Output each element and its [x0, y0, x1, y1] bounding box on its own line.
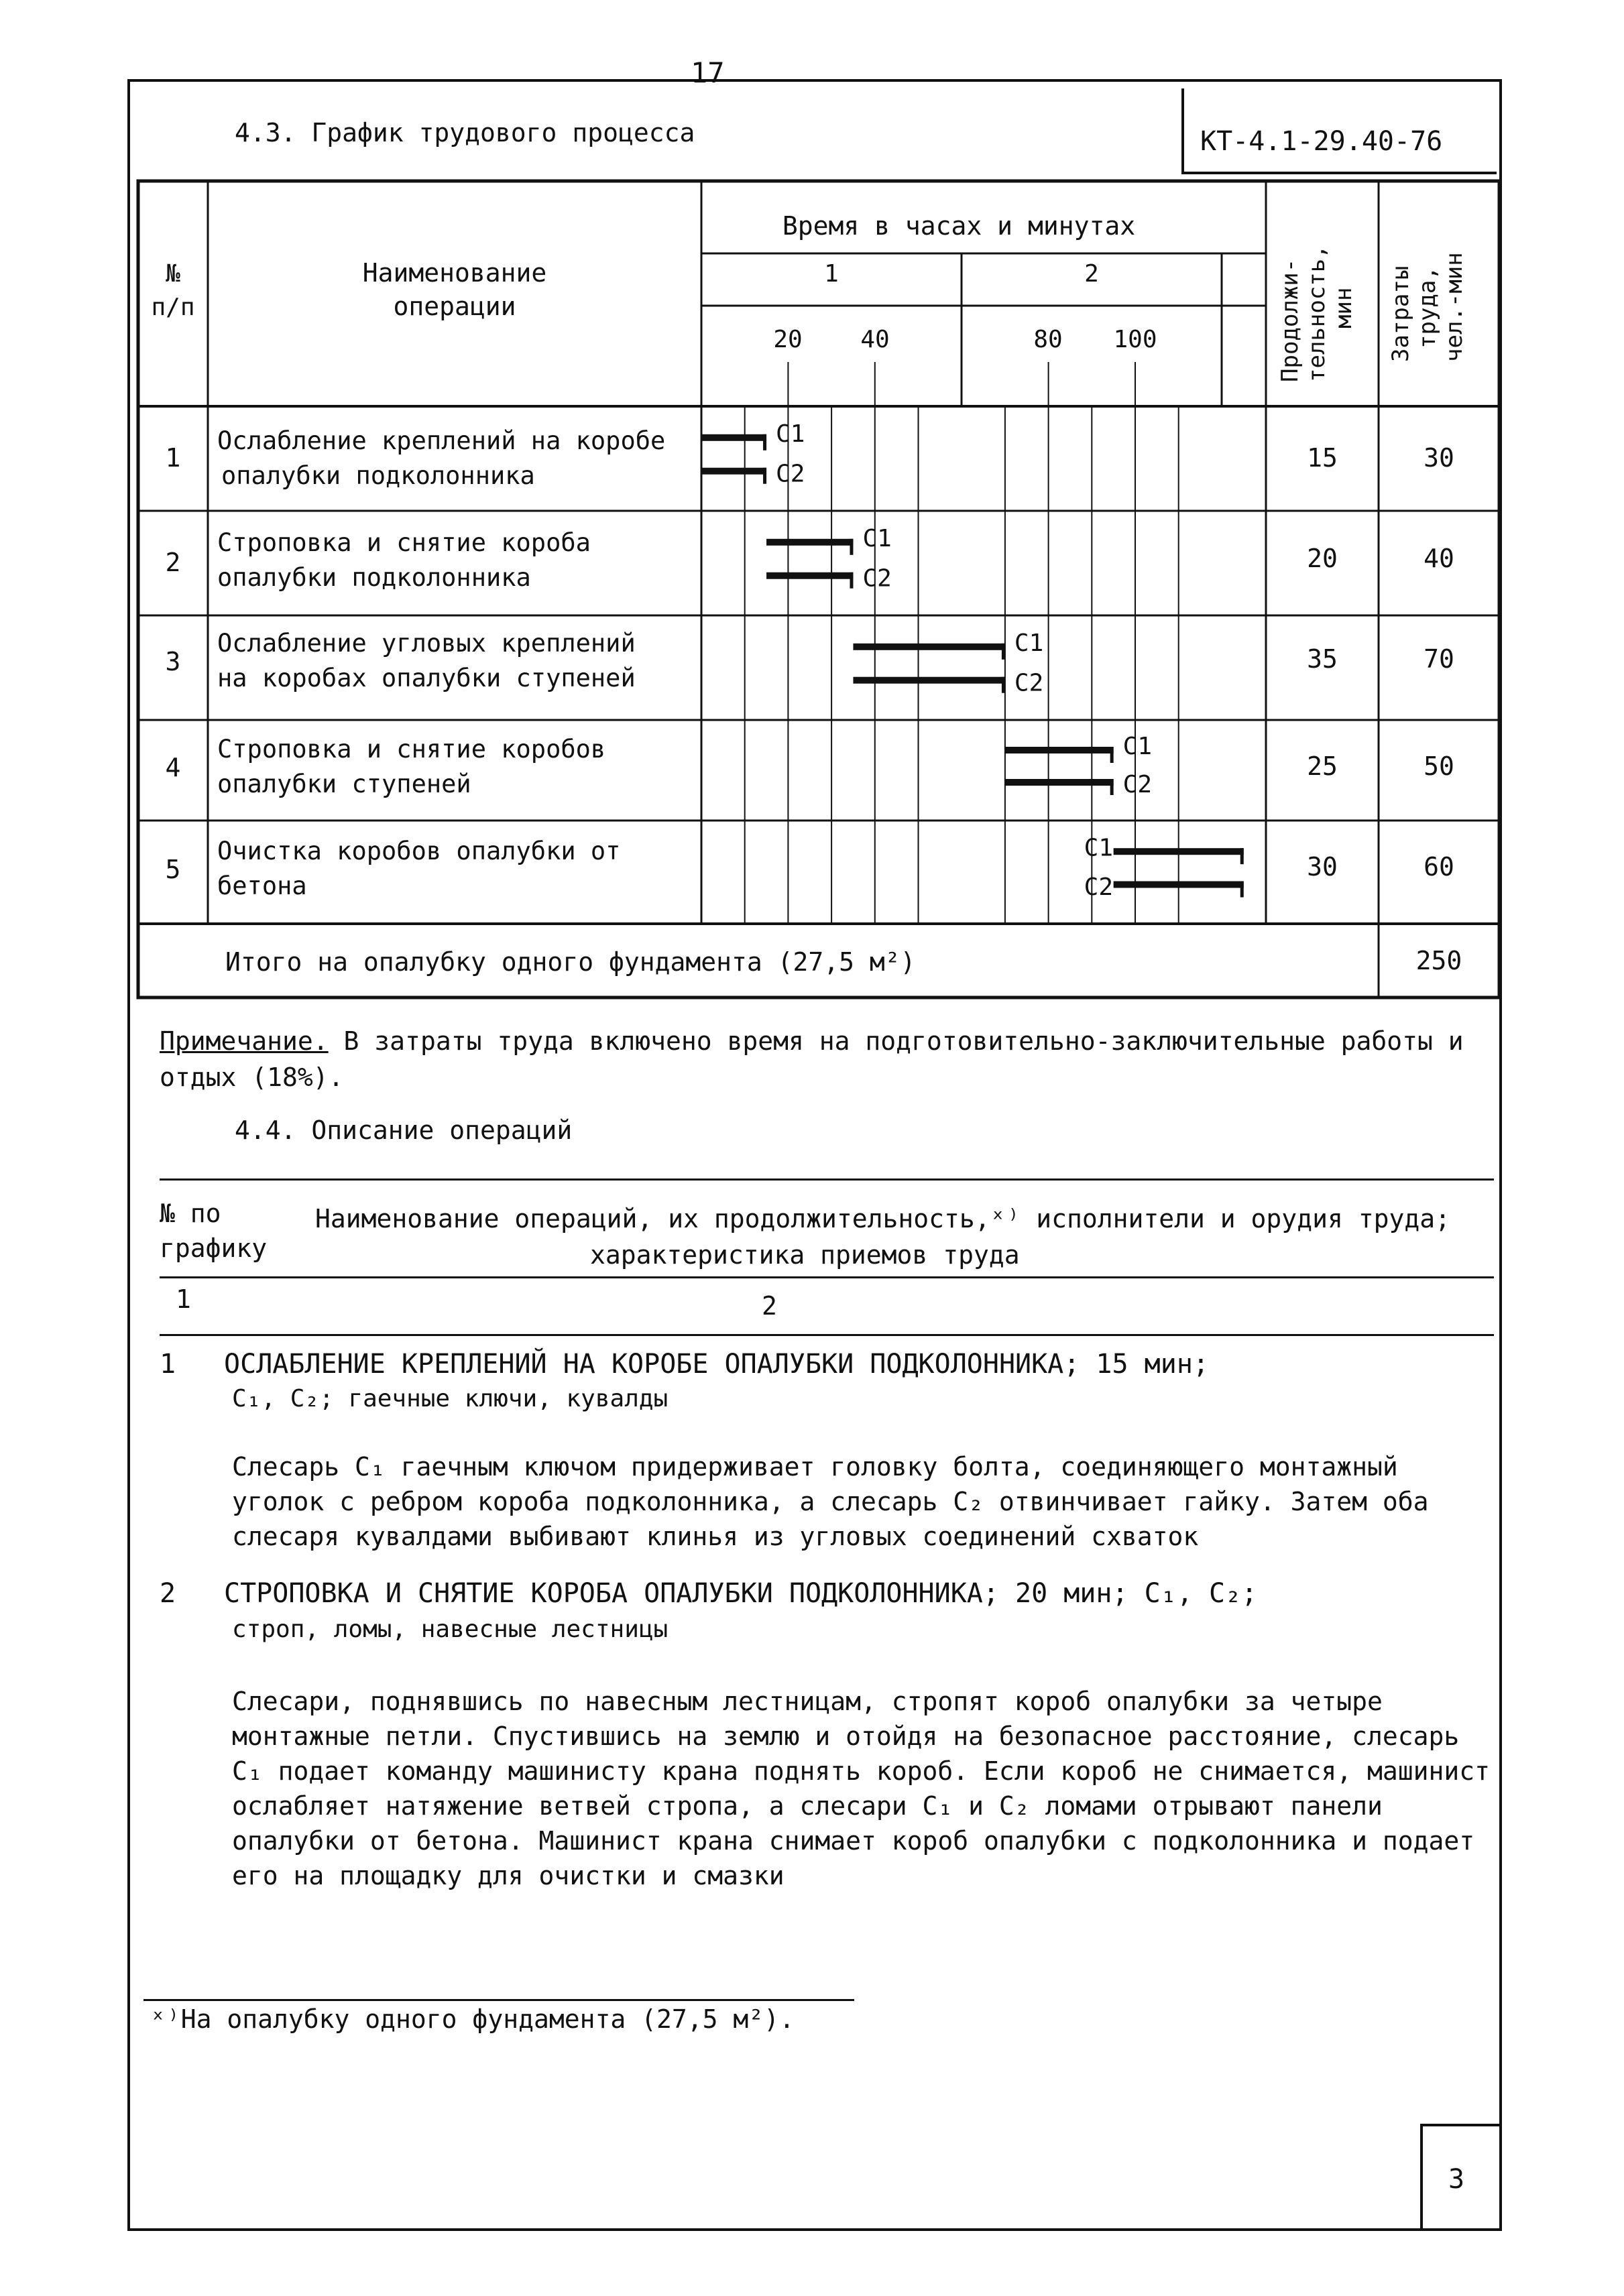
- operation-heading: СТРОПОВКА И СНЯТИЕ КОРОБА ОПАЛУБКИ ПОДКОЛОННИКА; 20 мин; С₁, С₂;: [224, 1578, 1258, 1609]
- row-num: 2: [165, 548, 181, 577]
- desc-header-col1-line1: № по: [160, 1199, 221, 1228]
- row-name-line1: Строповка и снятие короба: [217, 528, 591, 557]
- operation-1-tools: С₁, С₂; гаечные ключи, кувалды: [232, 1385, 669, 1412]
- operation-heading: ОСЛАБЛЕНИЕ КРЕПЛЕНИЙ НА КОРОБЕ ОПАЛУБКИ ПОДКОЛОННИКА; 15 мин;: [224, 1349, 1210, 1380]
- row-duration: 30: [1307, 852, 1338, 882]
- row-num: 4: [165, 753, 181, 782]
- gantt-worker-label-c2: С2: [1084, 873, 1114, 901]
- row-name-line2: опалубки ступеней: [217, 770, 471, 798]
- row-name-line2: опалубки подколонника: [221, 461, 535, 490]
- table-row: [166, 735, 1454, 798]
- table-row: [166, 426, 1454, 490]
- operation-1-title: [160, 1346, 1494, 1382]
- header-time: Время в часах и минутах: [782, 211, 1136, 241]
- gantt-bar-c1: [1005, 747, 1114, 753]
- gantt-bar-c1: [766, 539, 853, 546]
- gantt-bar-c2: [766, 572, 853, 579]
- gantt-bar-end-tick: [850, 539, 853, 555]
- section-4-4-title: 4.4. Описание операций: [235, 1115, 573, 1145]
- operation-2-title: [160, 1575, 1494, 1612]
- header-duration-line2: тельность,: [1303, 245, 1330, 382]
- operation-2-tools: строп, ломы, навесные лестницы: [232, 1616, 669, 1643]
- row-duration: 35: [1307, 644, 1338, 674]
- row-labor: 30: [1424, 443, 1454, 473]
- page-number: 17: [691, 56, 725, 89]
- footnote: ˣ⁾На опалубку одного фундамента (27,5 м²).: [150, 2004, 795, 2034]
- gantt-bar-end-tick: [850, 572, 853, 589]
- gantt-bar-c2: [853, 677, 1004, 684]
- gantt-worker-label-c2: С2: [862, 564, 892, 593]
- gantt-bar-end-tick: [1002, 677, 1005, 693]
- row-name-line1: Очистка коробов опалубки от: [217, 837, 621, 865]
- schedule-table: [0, 0, 1624, 1046]
- header-hour-1: 1: [824, 260, 839, 288]
- row-duration: 25: [1307, 751, 1338, 781]
- header-labor-line1: Затраты: [1387, 265, 1414, 362]
- table-row: [166, 837, 1454, 900]
- operation-2-description: Слесари, поднявшись по навесным лестницам, стропят короб опалубки за четыре монтажные петли. Спустившись на землю и отойдя на безопасное расстояние, слесарь С₁ подает команду машинисту крана поднять короб. Если короб не снимается, машинист ослабляет натяжение ветвей стропа, а слесари С₁ и С₂ ломами отрывают панели опалубки от бетона. Машинист крана снимает короб опалубки с подколонника и подает его на площадку для очистки и смазки: [232, 1687, 1490, 1890]
- row-num: 1: [165, 443, 181, 473]
- gantt-worker-label-c1: С1: [776, 420, 805, 448]
- gantt-worker-label-c1: С1: [1014, 629, 1044, 658]
- gantt-worker-label-c1: С1: [1122, 733, 1153, 760]
- header-num-line1: №: [166, 260, 180, 288]
- desc-numbers-rule: [160, 1334, 1494, 1336]
- desc-header-col2-line2: характеристика приемов труда: [590, 1240, 1020, 1270]
- header-name-line2: операции: [393, 292, 516, 321]
- gantt-bar-end-tick: [763, 468, 766, 484]
- desc-header-col2-line1: Наименование операций, их продолжительность,ˣ⁾ исполнители и орудия труда;: [315, 1204, 1450, 1233]
- operation-number: 2: [160, 1578, 176, 1609]
- sheet-number: 3: [1448, 2164, 1465, 2195]
- row-labor: 40: [1424, 544, 1454, 573]
- gantt-worker-label-c1: С1: [1084, 834, 1114, 862]
- desc-header-col1-line2: графику: [160, 1233, 268, 1263]
- table-row: [166, 629, 1454, 692]
- doc-code: КТ-4.1-29.40-76: [1200, 126, 1443, 157]
- gantt-bar-c2: [701, 468, 766, 475]
- desc-header-rule: [160, 1276, 1494, 1278]
- header-minute-100: 100: [1113, 326, 1157, 353]
- gantt-worker-label-c2: С2: [776, 460, 805, 488]
- operation-number: 1: [160, 1349, 176, 1380]
- header-hour-2: 2: [1084, 260, 1099, 288]
- section-4-3-title: 4.3. График трудового процесса: [235, 118, 695, 147]
- gantt-bar-end-tick: [763, 434, 766, 450]
- gantt-worker-label-c1: С1: [862, 525, 892, 553]
- total-label: Итого на опалубку одного фундамента (27,5 м²): [225, 947, 916, 977]
- gantt-bar-c1: [853, 644, 1004, 650]
- gantt-bar-end-tick: [1240, 848, 1244, 864]
- operation-1-description: Слесарь С₁ гаечным ключом придерживает головку болта, соединяющего монтажный уголок с ребром короба подколонника, а слесарь С₂ отвинчивает гайку. Затем оба слесаря кувалдами выбивают клинья из угловых соединений схваток: [232, 1452, 1429, 1551]
- footnote-rule: [143, 1999, 854, 2001]
- gantt-bar-c2: [1005, 779, 1114, 786]
- header-minute-80: 80: [1033, 326, 1063, 353]
- header-duration-line1: Продолжи-: [1277, 258, 1303, 382]
- gantt-worker-label-c2: С2: [1122, 771, 1153, 798]
- note-paragraph: [160, 1023, 1494, 1095]
- row-name-line1: Строповка и снятие коробов: [217, 735, 606, 764]
- table-row: [166, 528, 1454, 592]
- desc-col-num-2: 2: [762, 1291, 777, 1321]
- header-labor-line2: труда,: [1414, 266, 1441, 349]
- header-labor-line3: чел.-мин: [1441, 252, 1468, 362]
- header-num-line2: п/п: [151, 294, 195, 321]
- note-text: В затраты труда включено время на подготовительно-заключительные работы и отдых (18%).: [160, 1026, 1464, 1092]
- note-label: Примечание.: [160, 1026, 329, 1056]
- row-duration: 15: [1307, 443, 1338, 473]
- gantt-bar-c1: [701, 434, 766, 441]
- row-labor: 70: [1424, 644, 1454, 674]
- row-name-line2: бетона: [217, 871, 307, 900]
- row-labor: 50: [1424, 751, 1454, 781]
- gantt-bar-c2: [1114, 881, 1244, 888]
- header-name-line1: Наименование: [362, 258, 547, 288]
- header-minute-40: 40: [860, 326, 890, 353]
- header-duration-line3: мин: [1330, 287, 1357, 328]
- row-duration: 20: [1307, 544, 1338, 573]
- desc-top-rule: [160, 1179, 1494, 1181]
- header-minute-20: 20: [773, 326, 803, 353]
- row-labor: 60: [1424, 852, 1454, 882]
- gantt-bar-c1: [1114, 848, 1244, 855]
- total-value: 250: [1415, 946, 1462, 975]
- gantt-bar-end-tick: [1110, 747, 1114, 763]
- row-num: 3: [165, 647, 181, 676]
- gantt-bar-end-tick: [1002, 644, 1005, 660]
- gantt-bar-end-tick: [1110, 779, 1114, 795]
- row-num: 5: [165, 855, 181, 884]
- row-name-line1: Ослабление угловых креплений: [217, 629, 636, 658]
- gantt-bar-end-tick: [1240, 881, 1244, 897]
- row-name-line2: опалубки подколонника: [217, 563, 531, 592]
- gantt-worker-label-c2: С2: [1014, 669, 1044, 697]
- row-name-line1: Ослабление креплений на коробе: [217, 426, 666, 455]
- row-name-line2: на коробах опалубки ступеней: [217, 664, 636, 692]
- desc-col-num-1: 1: [176, 1284, 191, 1314]
